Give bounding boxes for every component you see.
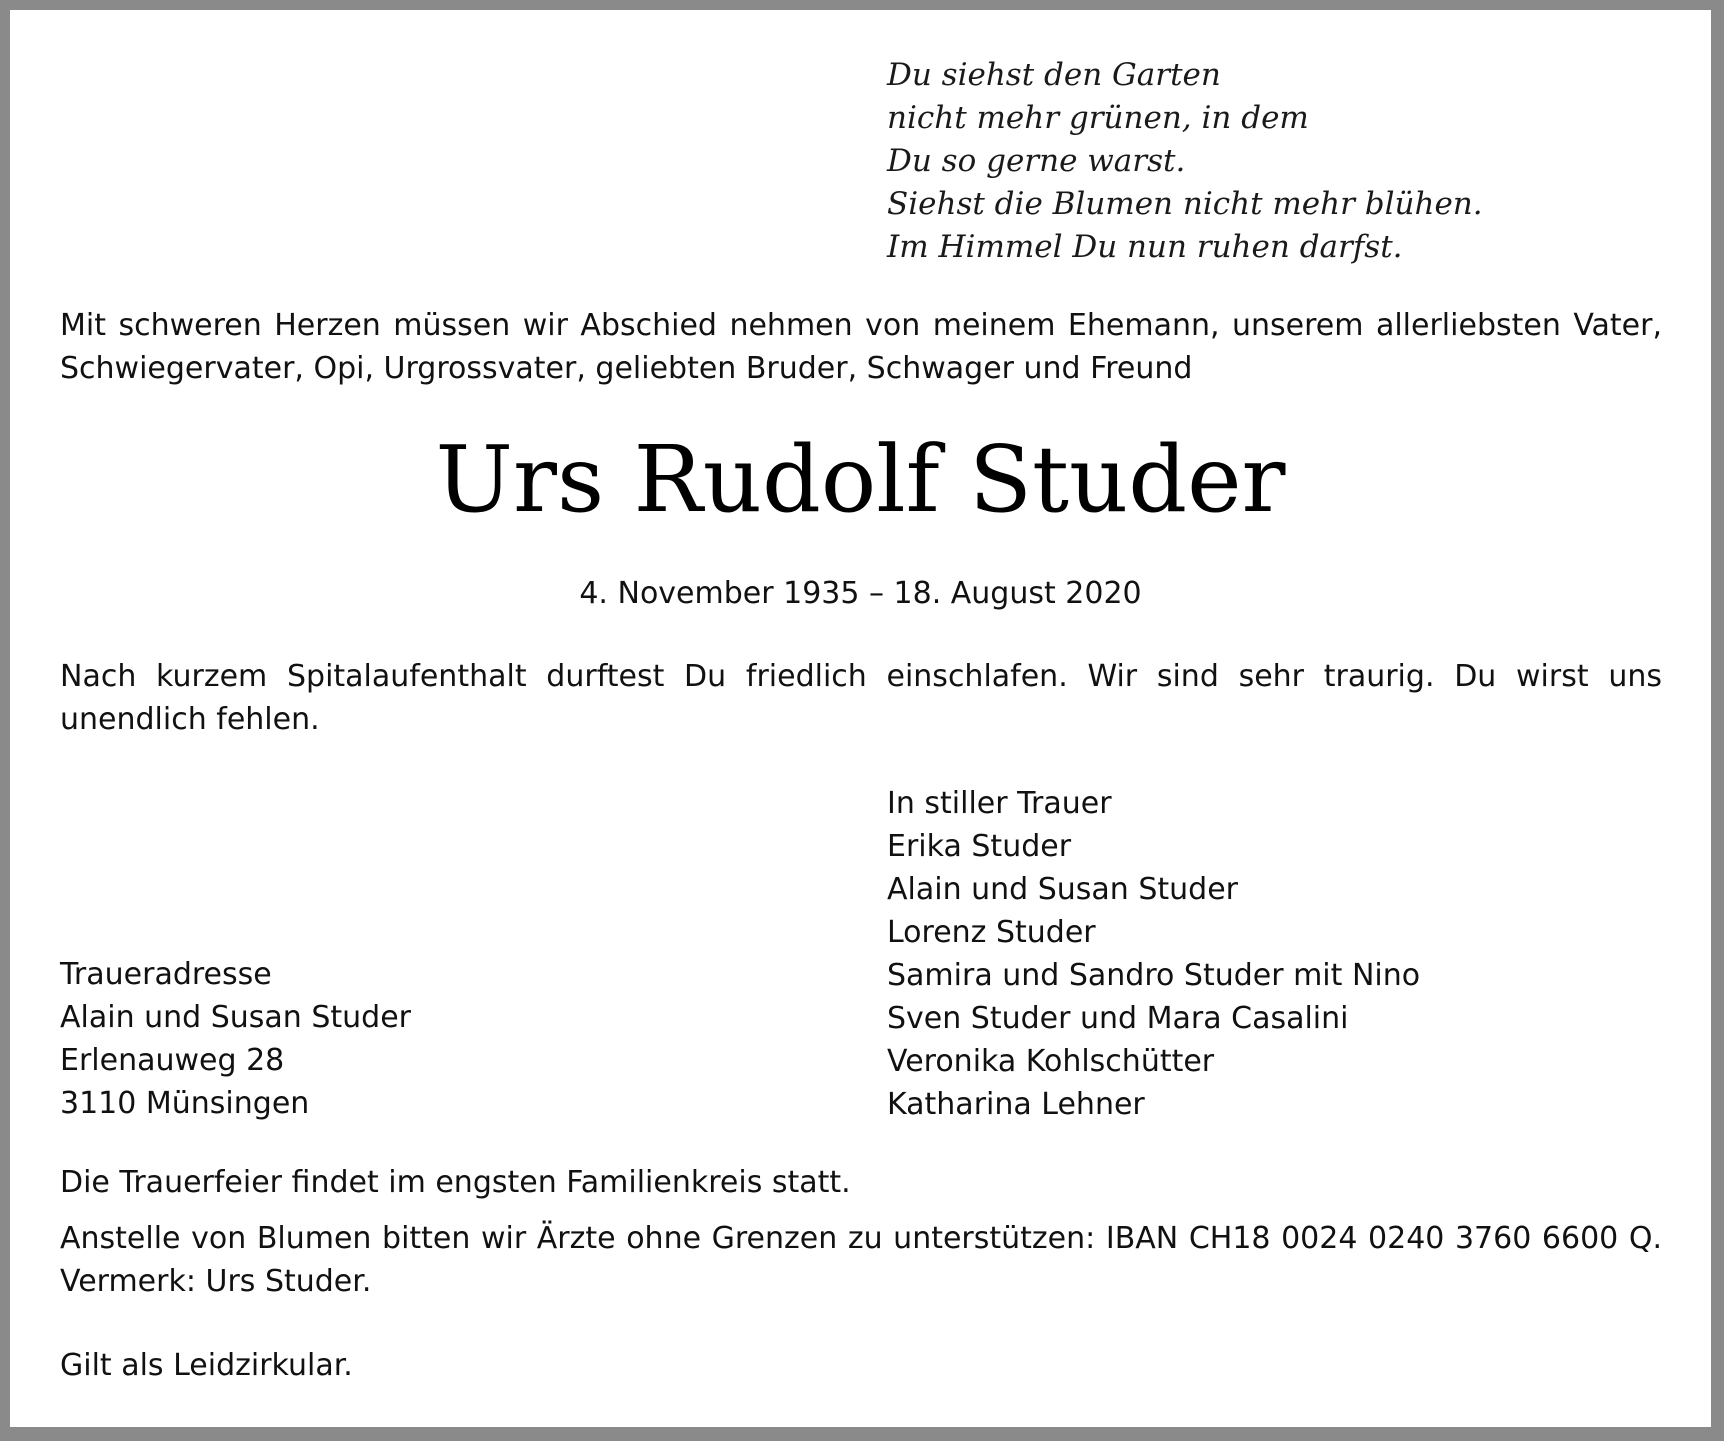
mourners-heading: In stiller Trauer <box>887 786 1112 821</box>
mourner-name: Erika Studer <box>887 829 1072 864</box>
mourner-name: Samira und Sandro Studer mit Nino <box>887 958 1421 993</box>
poem-line: Du siehst den Garten <box>887 57 1221 93</box>
mourner-name: Katharina Lehner <box>887 1087 1145 1122</box>
address-line: Alain und Susan Studer <box>60 1000 412 1035</box>
address-line: 3110 Münsingen <box>60 1086 310 1121</box>
poem-line: nicht mehr grünen, in dem <box>887 100 1309 136</box>
poem-line: Siehst die Blumen nicht mehr blühen. <box>887 186 1483 222</box>
mourners-list <box>887 782 1420 1126</box>
deceased-name: Urs Rudolf Studer <box>435 426 1286 533</box>
obituary-page <box>10 10 1711 1427</box>
circular-notice: Gilt als Leidzirkular. <box>60 1348 353 1383</box>
mourner-name: Veronika Kohlschütter <box>887 1044 1215 1079</box>
mourning-address <box>60 953 411 1125</box>
mourner-name: Sven Studer und Mara Casalini <box>887 1001 1349 1036</box>
memorial-poem <box>887 54 1483 269</box>
poem-line: Im Himmel Du nun ruhen darfst. <box>887 229 1403 265</box>
mourner-name: Lorenz Studer <box>887 915 1096 950</box>
address-line: Erlenauweg 28 <box>60 1043 285 1078</box>
donation-notice: Anstelle von Blumen bitten wir Ärzte ohne Grenzen zu unterstützen: IBAN CH18 0024 0240 3760 6600 Q. Vermerk: Urs Studer. <box>60 1221 1662 1299</box>
address-heading: Traueradresse <box>60 957 272 992</box>
poem-line: Du so gerne warst. <box>887 143 1186 179</box>
intro-paragraph: Mit schweren Herzen müssen wir Abschied nehmen von meinem Ehemann, unserem allerliebsten Vater, Schwiegervater, Opi, Urgrossvater, geliebten Bruder, Schwager und Freund <box>60 308 1662 386</box>
farewell-message: Nach kurzem Spitalaufenthalt durftest Du friedlich einschlafen. Wir sind sehr traurig. Du wirst uns unendlich fehlen. <box>60 659 1662 737</box>
mourner-name: Alain und Susan Studer <box>887 872 1239 907</box>
ceremony-notice: Die Trauerfeier findet im engsten Familienkreis statt. <box>60 1165 851 1200</box>
life-dates: 4. November 1935 – 18. August 2020 <box>579 576 1142 611</box>
